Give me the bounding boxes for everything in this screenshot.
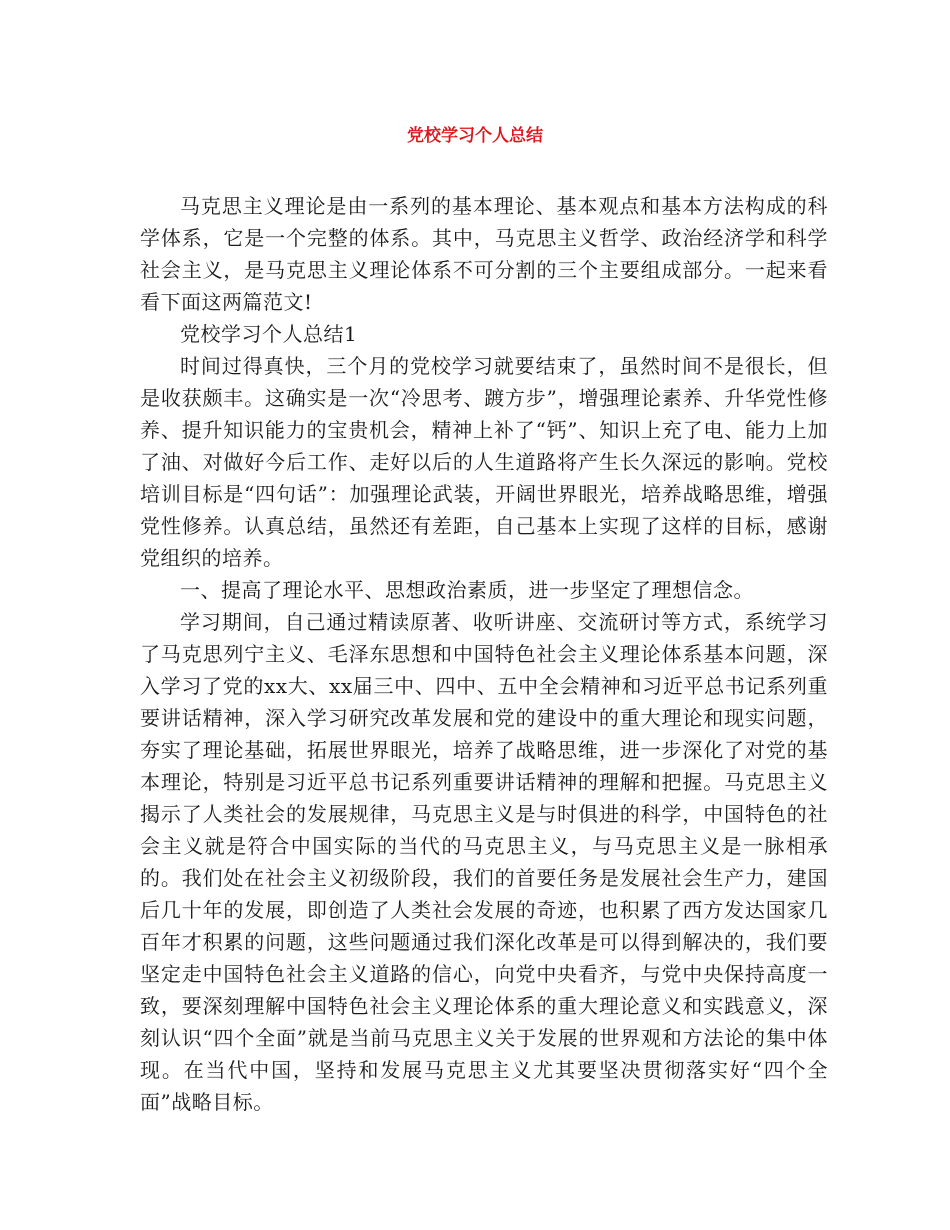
document-title: 党校学习个人总结 — [407, 126, 543, 146]
document-body — [140, 190, 828, 1118]
section-heading: 党校学习个人总结1 — [180, 322, 358, 346]
body-paragraph: 时间过得真快，三个月的党校学习就要结束了，虽然时间不是很长，但是收获颇丰。这确实是一次“冷思考、踱方步”，增强理论素养、升华党性修养、提升知识能力的宝贵机会，精神上补了“钙”、知识上充了电、能力上加了油、对做好今后工作、走好以后的人生道路将产生长久深远的影响。党校培训目标是“四句话”：加强理论武装，开阔世界眼光，培养战略思维，增强党性修养。认真总结，虽然还有差距，自己基本上实现了这样的目标，感谢党组织的培养。 — [140, 354, 828, 570]
body-paragraph: 学习期间，自己通过精读原著、收听讲座、交流研讨等方式，系统学习了马克思列宁主义、毛泽东思想和中国特色社会主义理论体系基本问题，深入学习了党的xx大、xx届三中、四中、五中全会精神和习近平总书记系列重要讲话精神，深入学习研究改革发展和党的建设中的重大理论和现实问题，夯实了理论基础，拓展世界眼光，培养了战略思维，进一步深化了对党的基本理论，特别是习近平总书记系列重要讲话精神的理解和把握。马克思主义揭示了人类社会的发展规律，马克思主义是与时俱进的科学，中国特色的社会主义就是符合中国实际的当代的马克思主义，与马克思主义是一脉相承的。我们处在社会主义初级阶段，我们的首要任务是发展社会生产力，建国后几十年的发展，即创造了人类社会发展的奇迹，也积累了西方发达国家几百年才积累的问题，这些问题通过我们深化改革是可以得到解决的，我们要坚定走中国特色社会主义道路的信心，向党中央看齐，与党中央保持高度一致，要深刻理解中国特色社会主义理论体系的重大理论意义和实践意义，深刻认识“四个全面”就是当前马克思主义关于发展的世界观和方法论的集中体现。在当代中国，坚持和发展马克思主义尤其要坚决贯彻落实好“四个全面”战略目标。 — [140, 610, 828, 1114]
subsection-heading: 一、提高了理论水平、思想政治素质，进一步坚定了理想信念。 — [180, 578, 754, 602]
intro-paragraph: 马克思主义理论是由一系列的基本理论、基本观点和基本方法构成的科学体系，它是一个完整的体系。其中，马克思主义哲学、政治经济学和科学社会主义，是马克思主义理论体系不可分割的三个主要组成部分。一起来看看下面这两篇范文! — [140, 194, 828, 314]
